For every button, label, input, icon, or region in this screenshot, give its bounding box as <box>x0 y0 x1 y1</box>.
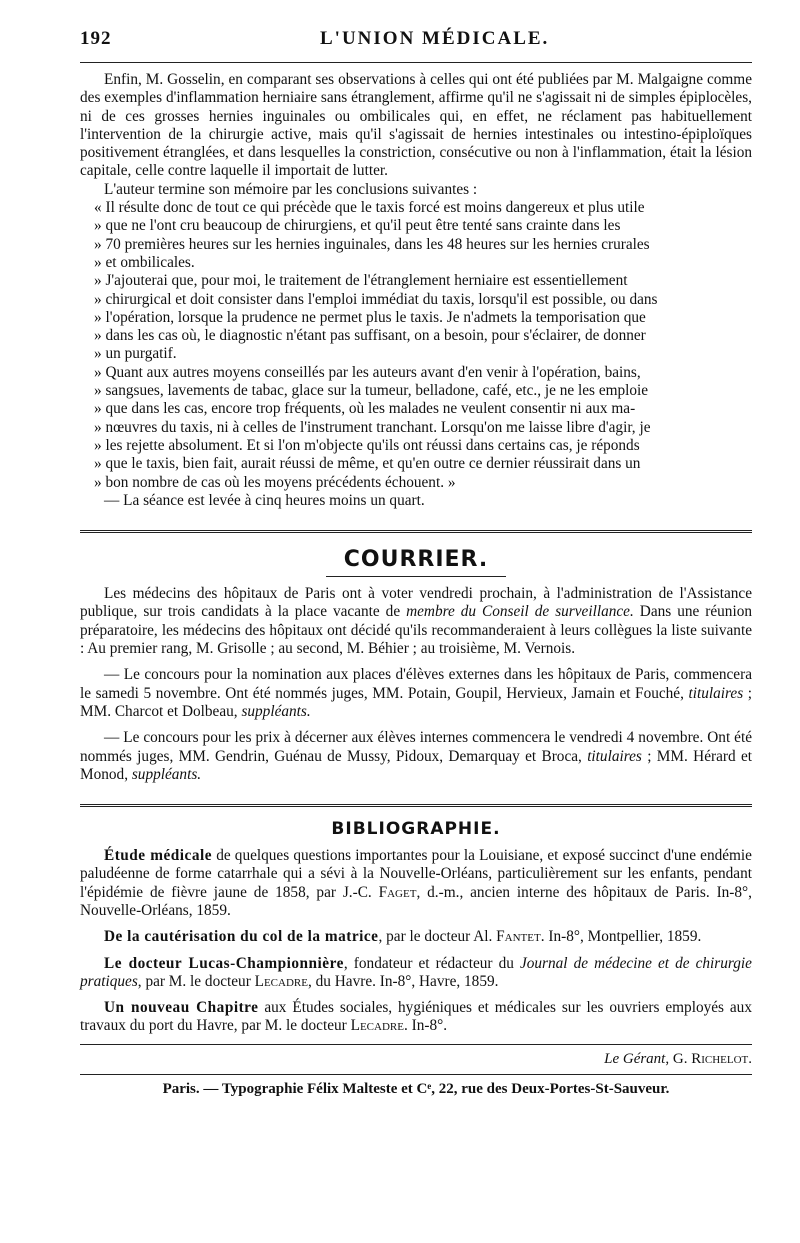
bibliography-list <box>80 847 752 1036</box>
printer-imprint: Paris. — Typographie Félix Malteste et Cᵉ, 22, rue des Deux-Portes-St-Sauveur. <box>162 1080 670 1097</box>
section-divider <box>80 804 752 807</box>
quote-line: « Il résulte donc de tout ce qui précède que le taxis forcé est moins dangereux et plus utile <box>94 199 645 217</box>
quote-line: » bon nombre de cas où les moyens précédents échouent. » <box>94 473 456 491</box>
footer-rule <box>80 1044 752 1045</box>
article-paragraph-2: L'auteur termine son mémoire par les conclusions suivantes : <box>104 180 478 198</box>
bibliographie-title: BIBLIOGRAPHIE. <box>331 819 501 840</box>
bibliography-item: Un nouveau Chapitre aux Études sociales, hygiéniques et médicales sur les ouvriers employés aux travaux du port du Havre, par M. le docteur Lecadre. In-8°. <box>80 999 752 1035</box>
section-divider <box>80 530 752 533</box>
bibliography-item: Étude médicale de quelques questions importantes pour la Louisiane, et exposé succinct d'une endémie paludéenne de forme catarrhale qui a sévi à la Nouvelle-Orléans, particulièrement sur les enfants, pendant l'épidémie de fièvre jaune de 1858, par J.-C. Faget, d.-m., ancien interne des hôpitaux de Paris. In-8°, Nouvelle-Orléans, 1859. <box>80 847 752 919</box>
bibliography-item: Le docteur Lucas-Championnière, fondateur et rédacteur du Journal de médecine et de chirurgie pratiques, par M. le docteur Lecadre, du Havre. In-8°, Havre, 1859. <box>80 954 752 990</box>
quote-line: » chirurgical et doit consister dans l'emploi immédiat du taxis, lorsqu'il est possible, ou dans <box>94 290 658 308</box>
gerant-signature: Le Gérant, G. Richelot. <box>604 1050 752 1067</box>
bibliography-item: De la cautérisation du col de la matrice, par le docteur Al. Fantet. In-8°, Montpellier, 1859. <box>104 928 702 946</box>
quote-line: » 70 premières heures sur les hernies inguinales, dans les 48 heures sur les hernies crurales <box>94 235 650 253</box>
quote-line: » sangsues, lavements de tabac, glace sur la tumeur, belladone, café, etc., je ne les emploie <box>94 382 649 400</box>
page-header <box>80 28 752 56</box>
courrier-body <box>80 585 752 784</box>
article-paragraph-1: Enfin, M. Gosselin, en comparant ses observations à celles qui ont été publiées par M. Malgaigne comme des exemples d'inflammation herniaire sans étranglement, affirme qu'il ne s'agissait ni de simples épiplocèles, ni de ces grosses hernies inguinales ou ombilicales qui, en effet, ne réclament pas habituellement l'intervention de la chirurgie active, mais qu'il s'agissait de hernies intestinales ou intestino-épiploïques positivement étranglées, et dans lesquelles la constriction, consécutive ou non à l'inflammation, était la lésion capitale, celle contre laquelle il importait de lutter. <box>80 71 752 180</box>
quote-line: » Quant aux autres moyens conseillés par les auteurs avant d'en venir à l'opération, bains, <box>94 363 641 381</box>
quote-line: » que dans les cas, encore trop fréquents, où les malades ne veulent consentir ni aux ma- <box>94 400 636 418</box>
quote-line: » les rejette absolument. Et si l'on m'objecte qu'ils ont réussi dans certains cas, je réponds <box>94 436 640 454</box>
quote-line: » dans les cas où, le diagnostic n'étant pas suffisant, on a besoin, pour s'éclairer, de donner <box>94 327 646 345</box>
quote-line: » et ombilicales. <box>94 253 195 271</box>
quote-line: » J'ajouterai que, pour moi, le traitement de l'étranglement herniaire est essentiellement <box>94 272 628 290</box>
footer-rule <box>80 1074 752 1075</box>
session-closing: — La séance est levée à cinq heures moins un quart. <box>104 491 425 509</box>
article-body <box>80 71 752 510</box>
journal-title: L'UNION MÉDICALE. <box>320 28 550 49</box>
quote-line: » nœuvres du taxis, ni à celles de l'instrument tranchant. Lorsqu'on me laisse libre d'agir, je <box>94 418 651 436</box>
courrier-paragraph-3: — Le concours pour les prix à décerner aux élèves internes commencera le vendredi 4 novembre. Ont été nommés juges, MM. Gendrin, Guénau de Mussy, Pidoux, Demarquay et Broca, titulaires ; MM. Hérard et Monod, suppléants. <box>80 729 752 783</box>
quote-line: » un purgatif. <box>94 345 177 363</box>
conclusions-quote <box>80 199 752 492</box>
courrier-title: COURRIER. <box>343 547 489 573</box>
quote-line: » l'opération, lorsque la prudence ne permet plus le taxis. Je n'admets la temporisation que <box>94 308 646 326</box>
quote-line: » que le taxis, bien fait, aurait réussi de même, et qu'en outre ce dernier réussirait dans un <box>94 455 641 473</box>
page-number: 192 <box>80 28 112 49</box>
courrier-paragraph-1: Les médecins des hôpitaux de Paris ont à voter vendredi prochain, à l'administration de l'Assistance publique, sur trois candidats à la place vacante de membre du Conseil de surveillance. Dans une réunion préparatoire, les médecins des hôpitaux ont décidé qu'ils recommanderaient à leurs collègues la liste suivante : Au premier rang, M. Grisolle ; au second, M. Béhier ; au troisième, M. Vernois. <box>80 585 752 658</box>
quote-line: » que ne l'ont cru beaucoup de chirurgiens, et qu'il peut être tenté sans crainte dans les <box>94 217 621 235</box>
courrier-paragraph-2: — Le concours pour la nomination aux places d'élèves externes dans les hôpitaux de Paris, commencera le samedi 5 novembre. Ont été nommés juges, MM. Potain, Goupil, Hervieux, Jamain et Fouché, titulaires ; MM. Charcot et Dolbeau, suppléants. <box>80 666 752 720</box>
